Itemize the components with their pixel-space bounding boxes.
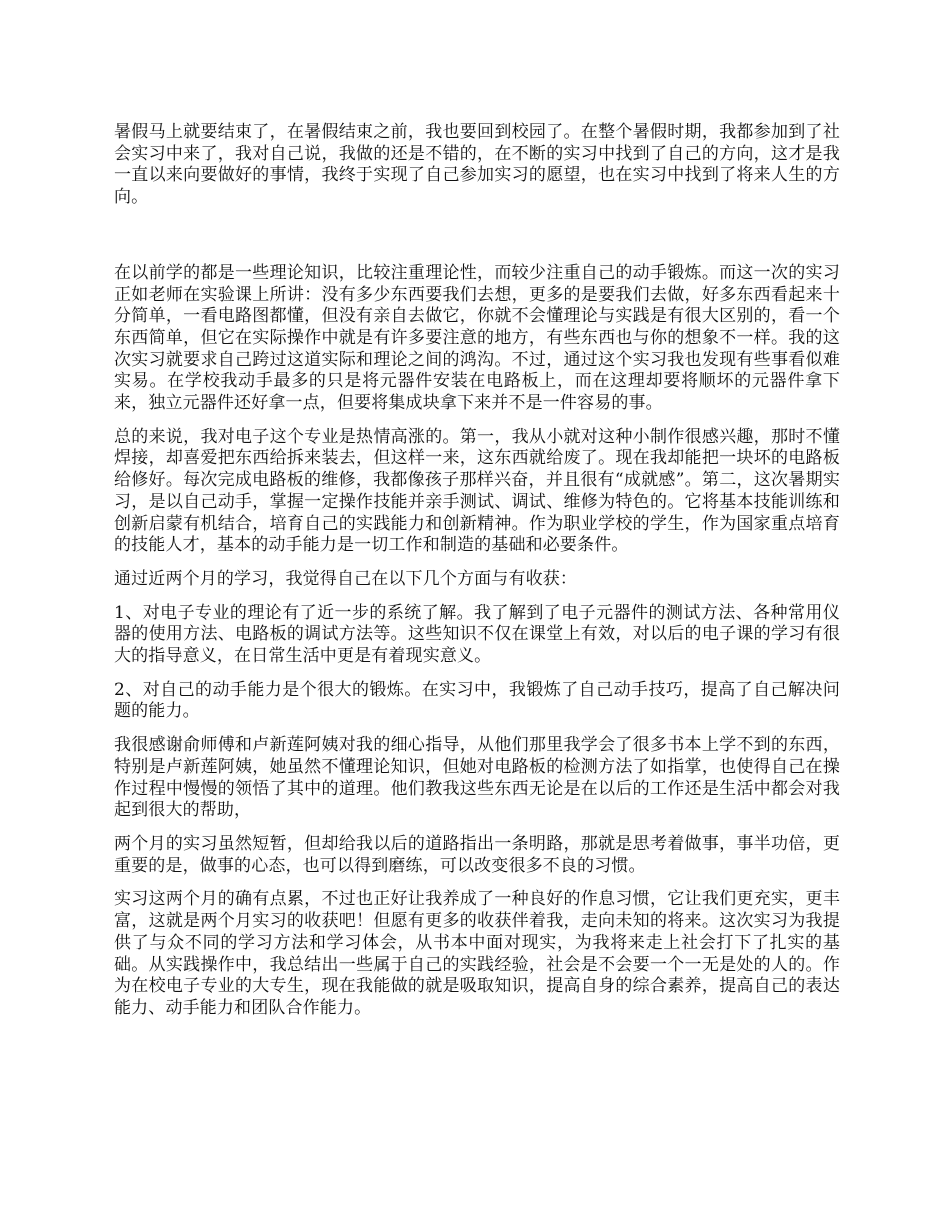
paragraph-gain-2: 2、对自己的动手能力是个很大的锻炼。在实习中，我锻炼了自己动手技巧，提高了自己解决问题的能力。: [114, 679, 840, 722]
paragraph-gains-intro: 通过近两个月的学习，我觉得自己在以下几个方面与有收获：: [114, 568, 578, 589]
paragraph-enthusiasm: 总的来说，我对电子这个专业是热情高涨的。第一，我从小就对这种小制作很感兴趣，那时不懂焊接，却喜爱把东西给拆来装去，但这样一来，这东西就给废了。现在我却能把一块坏的电路板给修好。每次完成电路板的维修，我都像孩子那样兴奋，并且很有“成就感”。第二，这次暑期实习，是以自己动手，掌握一定操作技能并亲手测试、调试、维修为特色的。它将基本技能训练和创新启蒙有机结合，培育自己的实践能力和创新精神。作为职业学校的学生，作为国家重点培育的技能人才，基本的动手能力是一切工作和制造的基础和必要条件。: [114, 426, 840, 556]
paragraph-intro: 暑假马上就要结束了，在暑假结束之前，我也要回到校园了。在整个暑假时期，我都参加到了社会实习中来了，我对自己说，我做的还是不错的，在不断的实习中找到了自己的方向，这才是我一直以来向要做好的事情，我终于实现了自己参加实习的愿望，也在实习中找到了将来人生的方向。: [114, 122, 840, 208]
paragraph-thanks: 我很感谢俞师傅和卢新莲阿姨对我的细心指导，从他们那里我学会了很多书本上学不到的东西，特别是卢新莲阿姨，她虽然不懂理论知识，但她对电路板的检测方法了如指掌，也使得自己在操作过程中慢慢的领悟了其中的道理。他们教我这些东西无论是在以后的工作还是生活中都会对我起到很大的帮助，: [114, 735, 840, 821]
paragraph-conclusion: 实习这两个月的确有点累，不过也正好让我养成了一种良好的作息习惯，它让我们更充实，更丰富，这就是两个月实习的收获吧！但愿有更多的收获伴着我，走向未知的将来。这次实习为我提供了与众不同的学习方法和学习体会，从书本中面对现实，为我将来走上社会打下了扎实的基础。从实践操作中，我总结出一些属于自己的实践经验，社会是不会要一个一无是处的人的。作为在校电子专业的大专生，现在我能做的就是吸取知识，提高自身的综合素养，提高自己的表达能力、动手能力和团队合作能力。: [114, 889, 840, 1018]
paragraph-reflection: 两个月的实习虽然短暂，但却给我以后的道路指出一条明路，那就是思考着做事，事半功倍，更重要的是，做事的心态，也可以得到磨练，可以改变很多不良的习惯。: [114, 833, 840, 876]
paragraph-gain-1: 1、对电子专业的理论有了近一步的系统了解。我了解到了电子元器件的测试方法、各种常用仪器的使用方法、电路板的调试方法等。这些知识不仅在课堂上有效，对以后的电子课的学习有很大的指导意义，在日常生活中更是有着现实意义。: [114, 602, 840, 667]
paragraph-theory-practice: 在以前学的都是一些理论知识，比较注重理论性，而较少注重自己的动手锻炼。而这一次的实习正如老师在实验课上所讲：没有多少东西要我们去想，更多的是要我们去做，好多东西看起来十分简单，一看电路图都懂，但没有亲自去做它，你就不会懂理论与实践是有很大区别的，看一个东西简单，但它在实际操作中就是有许多要注意的地方，有些东西也与你的想象不一样。我的这次实习就要求自己跨过这道实际和理论之间的鸿沟。不过，通过这个实习我也发现有些事看似难实易。在学校我动手最多的只是将元器件安装在电路板上，而在这理却要将顺坏的元器件拿下来，独立元器件还好拿一点，但要将集成块拿下来并不是一件容易的事。: [114, 262, 840, 414]
document-body: [114, 122, 840, 1032]
